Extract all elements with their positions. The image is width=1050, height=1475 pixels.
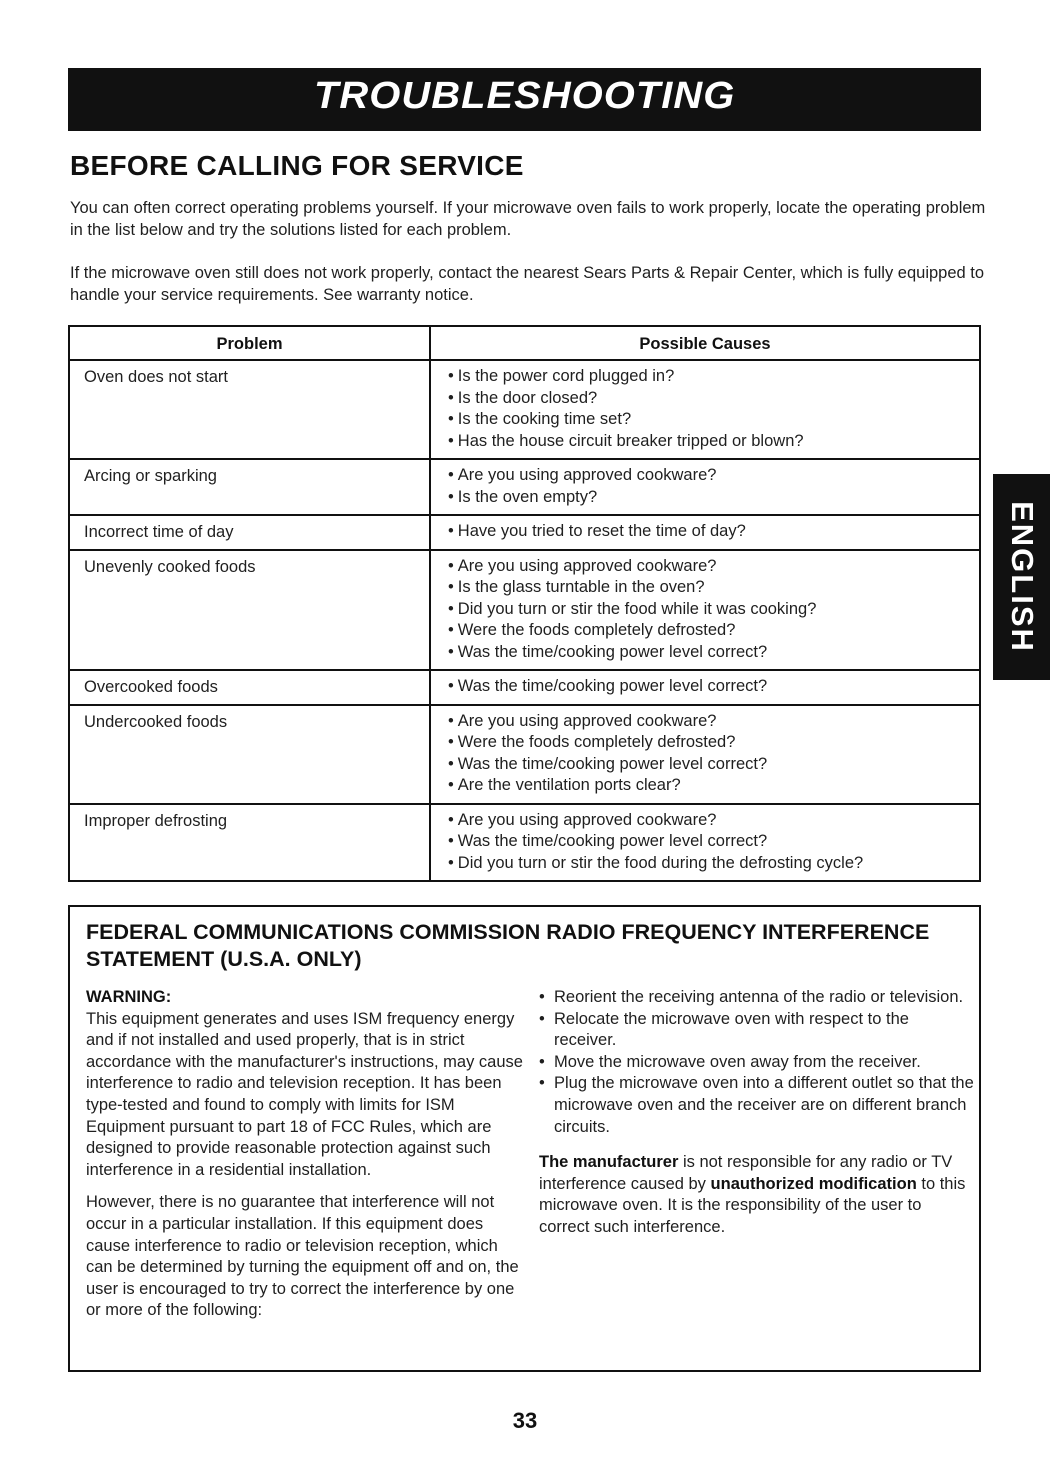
list-item: • Reorient the receiving antenna of the radio or television. [539,987,975,1009]
causes-cell [430,550,980,671]
table-row [69,459,980,515]
cause-item: • Did you turn or stir the food while it was cooking? [448,599,979,621]
table-row [69,670,980,705]
cause-item: • Were the foods completely defrosted? [448,620,979,642]
cause-item: • Did you turn or stir the food during the defrosting cycle? [448,853,979,875]
cause-item: • Are you using approved cookware? [448,556,979,578]
list-item: • Plug the microwave oven into a different outlet so that the microwave oven and the receiver are on different branch circuits. [539,1073,975,1138]
page-number: 33 [512,1408,538,1433]
cause-item: • Are the ventilation ports clear? [448,775,979,797]
causes-cell [430,670,980,705]
troubleshooting-banner [68,68,981,131]
causes-cell [430,804,980,882]
causes-cell [430,515,980,550]
cause-item: • Is the cooking time set? [448,409,979,431]
language-tab [993,474,1050,680]
problem-cell: Overcooked foods [69,670,430,705]
manufacturer-responsibility [539,1152,975,1238]
cause-item: • Is the oven empty? [448,487,979,509]
modification-bold: unauthorized modification [710,1174,917,1193]
table-row [69,804,980,882]
responsibility-text-1: is not responsible for any radio or TV interference caused by [539,1153,953,1193]
cause-item: • Have you tried to reset the time of day? [448,521,979,543]
responsibility-text-2: to this microwave oven. It is the responsibility of the user to correct such interference. [539,1174,966,1236]
manufacturer-bold: The manufacturer [539,1153,679,1172]
problem-cell: Undercooked foods [69,705,430,804]
causes-cell [430,459,980,515]
intro-paragraph-1: You can often correct operating problems yourself. If your microwave oven fails to work properly, locate the operating problem in the list below and try the solutions listed for each problem. [70,199,986,239]
problem-cell: Arcing or sparking [69,459,430,515]
list-item: • Relocate the microwave oven with respect to the receiver. [539,1009,975,1052]
fcc-right-column [539,987,975,1239]
fcc-left-column [86,987,526,1322]
cause-item: • Is the glass turntable in the oven? [448,577,979,599]
problem-cell: Improper defrosting [69,804,430,882]
fcc-statement-box [68,905,981,1372]
troubleshooting-table [68,325,981,882]
cause-item: • Are you using approved cookware? [448,465,979,487]
fcc-paragraph-1: This equipment generates and uses ISM frequency energy and if not installed and used properly, that is in strict accordance with the manufacturer's instructions, may cause interference to radio and television reception. It has been type-tested and found to comply with limits for ISM Equipment pursuant to part 18 of FCC Rules, which are designed to provide reasonable protection against such interference in a residential installation. [86,1009,523,1179]
table-row [69,550,980,671]
cause-item: • Was the time/cooking power level correct? [448,831,979,853]
remedy-list [539,987,975,1138]
cause-item: • Was the time/cooking power level correct? [448,676,979,698]
cause-item: • Was the time/cooking power level correct? [448,754,979,776]
warning-label: WARNING: [86,988,172,1006]
intro-paragraph-2: If the microwave oven still does not work properly, contact the nearest Sears Parts & Repair Center, which is fully equipped to handle your service requirements. See warranty notice. [70,264,985,304]
cause-item: • Is the door closed? [448,388,979,410]
column-header-causes: Possible Causes [430,326,980,360]
cause-item: • Are you using approved cookware? [448,711,979,733]
banner-title: TROUBLESHOOTING [313,75,736,117]
section-heading: BEFORE CALLING FOR SERVICE [70,150,524,181]
cause-item: • Has the house circuit breaker tripped or blown? [448,431,979,453]
table-row [69,515,980,550]
table-header-row [69,326,980,360]
table-row [69,360,980,459]
fcc-title: FEDERAL COMMUNICATIONS COMMISSION RADIO FREQUENCY INTERFERENCE STATEMENT (U.S.A. ONLY) [86,920,930,971]
cause-item: • Was the time/cooking power level correct? [448,642,979,664]
column-header-problem: Problem [69,326,430,360]
cause-item: • Is the power cord plugged in? [448,366,979,388]
cause-item: • Were the foods completely defrosted? [448,732,979,754]
causes-cell [430,360,980,459]
causes-cell [430,705,980,804]
problem-cell: Incorrect time of day [69,515,430,550]
problem-cell: Oven does not start [69,360,430,459]
list-item: • Move the microwave oven away from the receiver. [539,1052,975,1074]
table-body [69,360,980,881]
fcc-paragraph-2: However, there is no guarantee that interference will not occur in a particular installation. If this equipment does cause interference to radio or television reception, which can be determined by turning the equipment off and on, the user is encouraged to try to correct the interference by one or more of the following: [86,1193,519,1320]
language-tab-label: ENGLISH [1004,501,1040,653]
cause-item: • Are you using approved cookware? [448,810,979,832]
problem-cell: Unevenly cooked foods [69,550,430,671]
table-row [69,705,980,804]
